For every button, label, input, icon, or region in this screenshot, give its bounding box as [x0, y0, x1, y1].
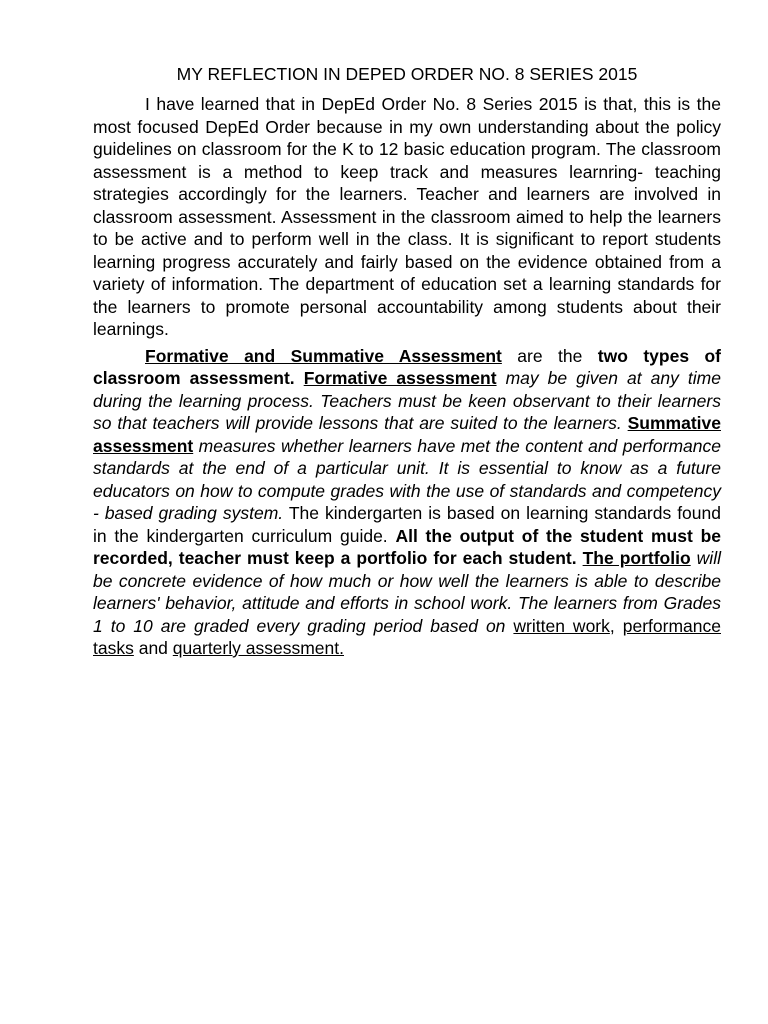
document-page [93, 62, 721, 660]
text-run: and [133, 638, 173, 658]
paragraph-assessment-types [93, 345, 721, 660]
paragraph-reflection-intro: I have learned that in DepEd Order No. 8 Series 2015 is that, this is the most focused DepEd Order because in my own understanding about the policy guidelines on classroom for the K to 12 basic education program. The classroom assessment is a method to keep track and measures learnring- teaching strategies accordingly for the learners. Teacher and learners are involved in classroom assessment. Assessment in the classroom aimed to help the learners to be active and to perform well in the class. It is significant to report students learning progress accurately and fairly based on the evidence obtained from a variety of information. The department of education set a learning standards for the learners to promote personal accountability among students about their learnings. [93, 94, 721, 339]
text-run: are the [501, 345, 598, 366]
text-run-kindergarten: The kindergarten is based on learning standards found in the kindergarten curriculum guide. [93, 503, 721, 546]
italic-run-formative: may be given at any time during the learning process. Teachers must be keen observant to their learners so that teachers will provide lessons that are suited to the learners. [93, 368, 721, 433]
text-run: , [609, 615, 623, 636]
term-summative-assessment: Summative assessment [93, 413, 721, 456]
italic-run-portfolio: will be concrete evidence of how much or how well the learners is able to describe learners' behavior, attitude and efforts in school work. The learners from Grades 1 to 10 are graded every grading period based on [93, 548, 721, 636]
term-performance-tasks: performance tasks [93, 615, 721, 658]
document-title: MY REFLECTION IN DEPED ORDER NO. 8 SERIES 2015 [176, 64, 638, 84]
emphasis-two-types: two types of classroom assessment. [93, 345, 721, 388]
term-quarterly-assessment: quarterly assessment. [172, 638, 344, 658]
term-the-portfolio: The portfolio [582, 548, 691, 568]
term-formative-assessment: Formative assessment [303, 368, 497, 388]
text-run [295, 368, 304, 388]
term-formative-summative: Formative and Summative Assessment [145, 345, 502, 366]
italic-run-summative: measures whether learners have met the content and performance standards at the end of a particular unit. It is essential to know as a future educators on how to compute grades with the use of standards and competency - based grading system. [93, 435, 721, 523]
emphasis-portfolio-requirement: All the output of the student must be recorded, teacher must keep a portfolio for each student. [93, 525, 721, 568]
term-written-work: written work [513, 615, 610, 636]
